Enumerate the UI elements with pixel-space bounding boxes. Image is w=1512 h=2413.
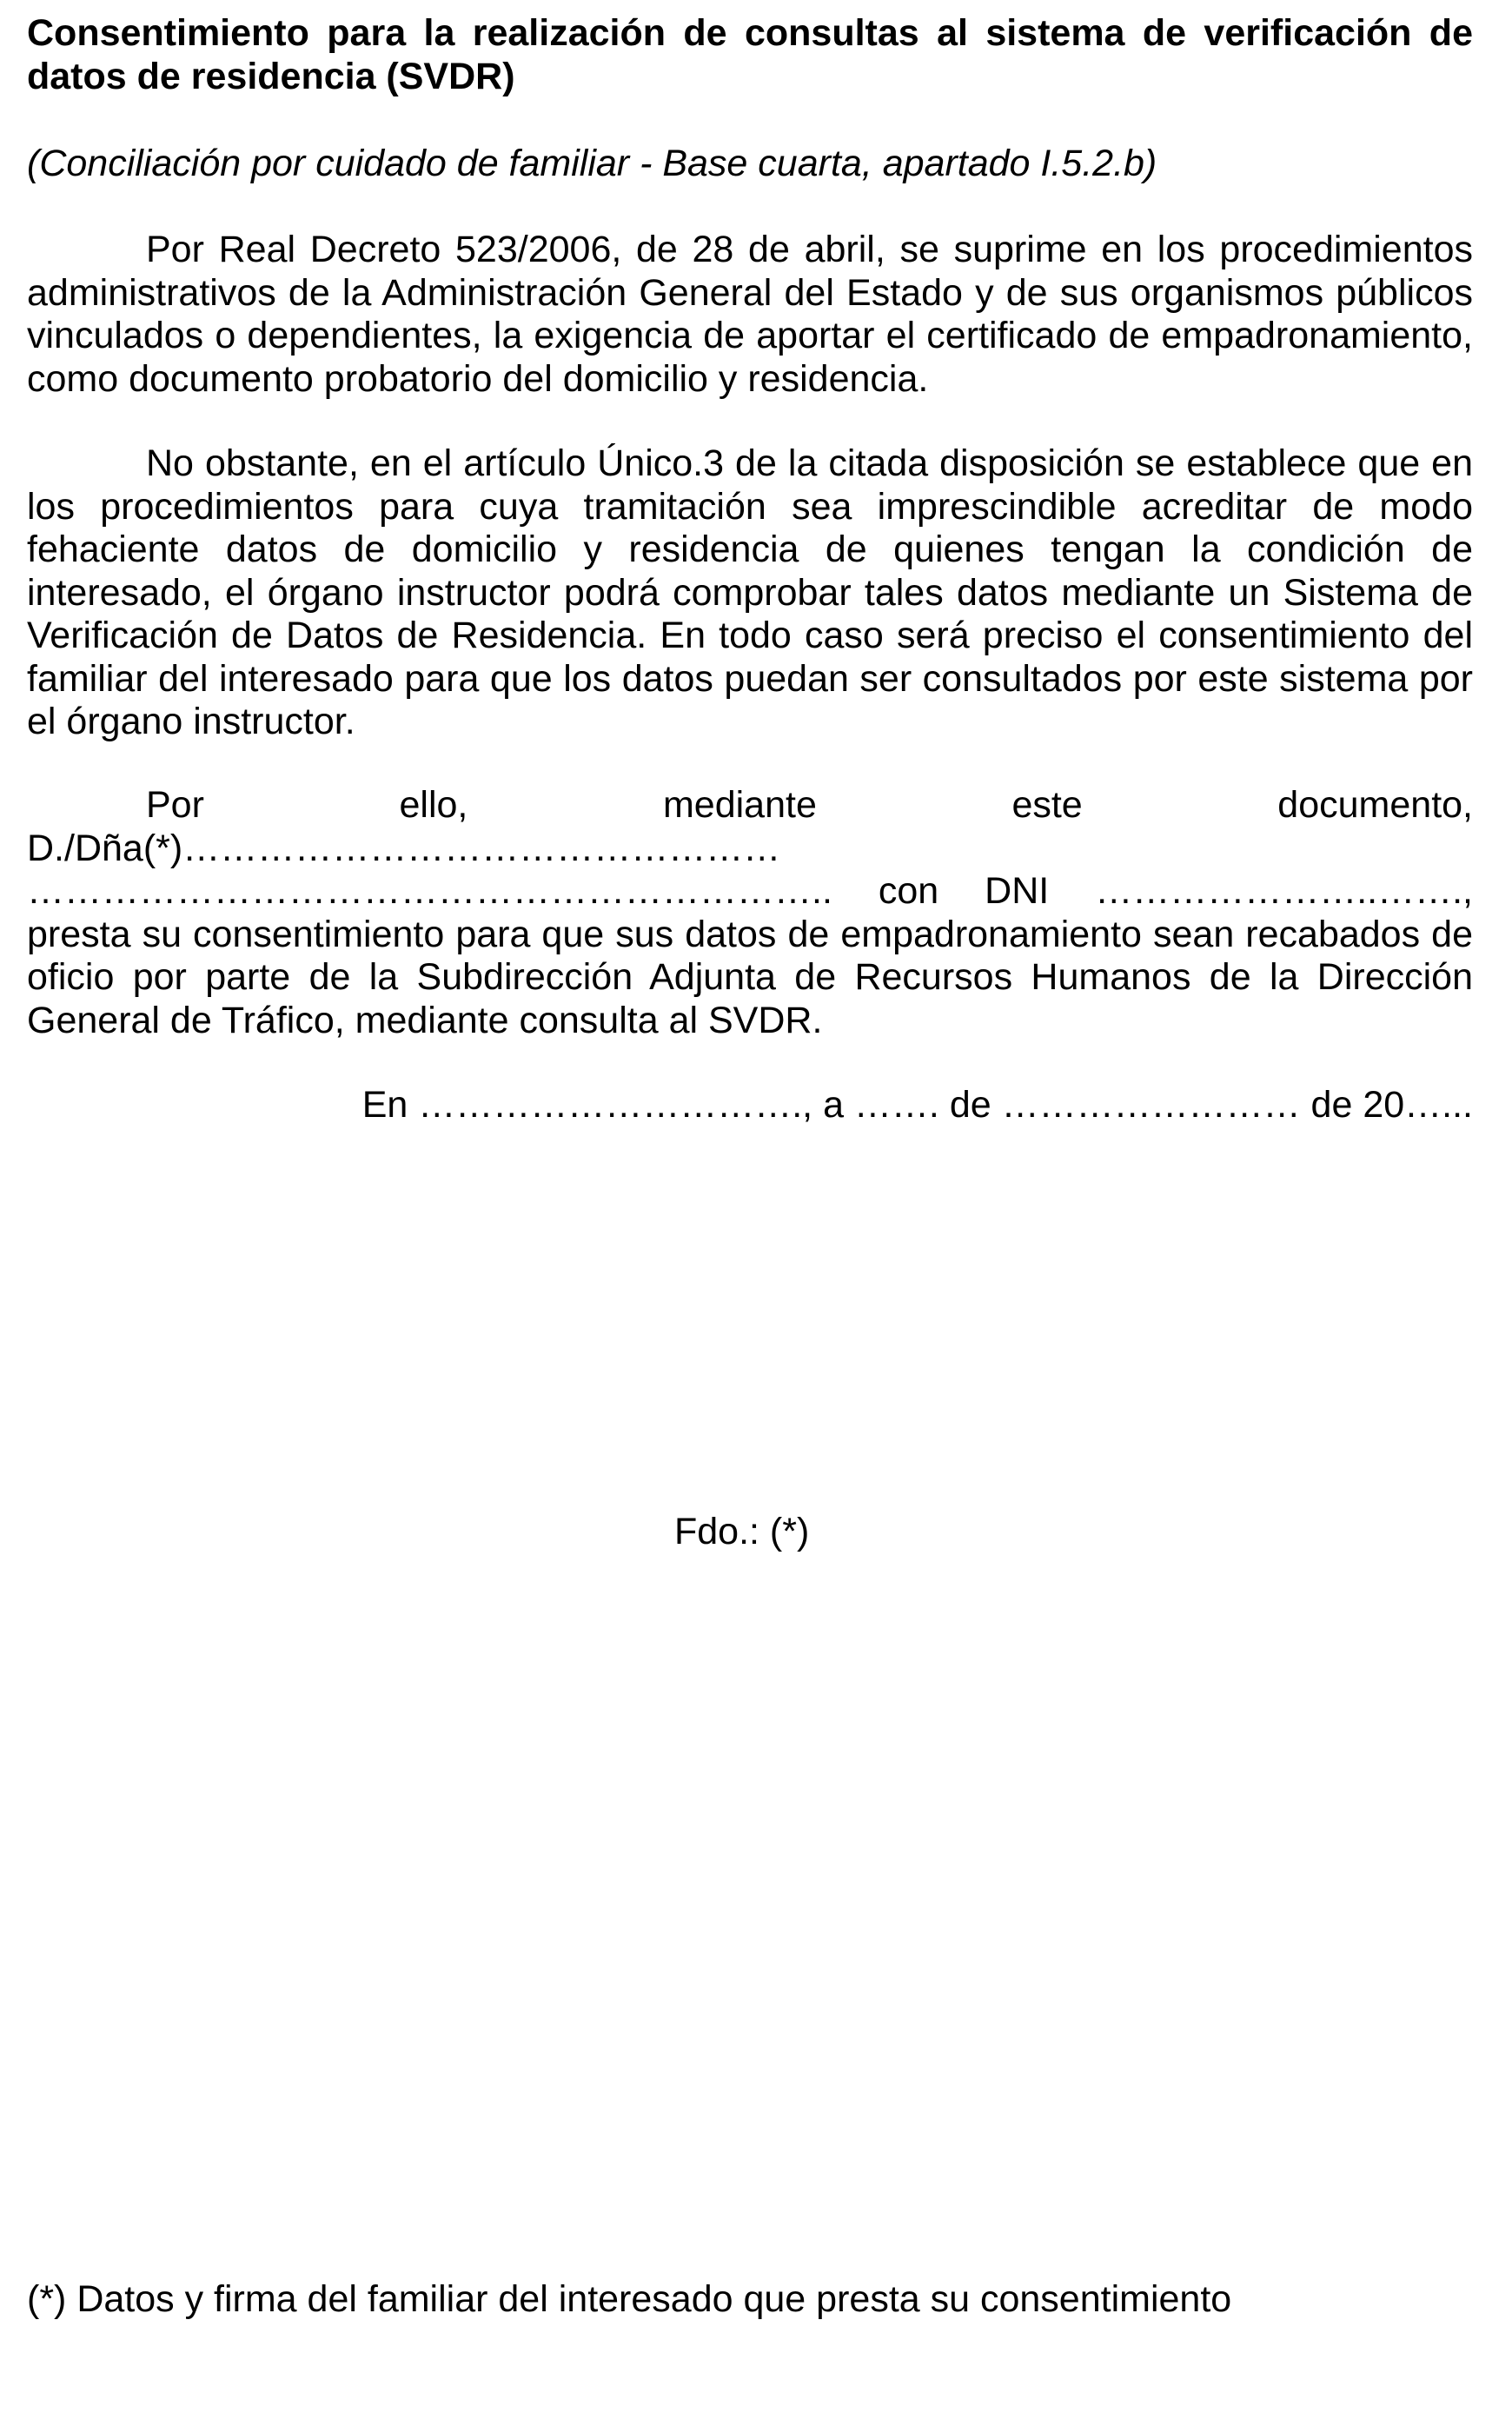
place-date-line: En …………………………., a ……. de …………………… de 20…... — [361, 1084, 1473, 1126]
footnote: (*) Datos y firma del familiar del interesado que presta su consentimiento — [27, 2278, 1232, 2320]
signature-line: Fdo.: (*) — [674, 1511, 810, 1552]
document-title: Consentimiento para la realización de consultas al sistema de verificación de datos de residencia (SVDR) — [27, 12, 1473, 97]
paragraph-real-decreto: Por Real Decreto 523/2006, de 28 de abril, se suprime en los procedimientos administrativos de la Administración General del Estado y de sus organismos públicos vinculados o dependientes, la exigencia de aportar el certificado de empadronamiento, como documento probatorio del domicilio y residencia. — [27, 229, 1473, 400]
document-subtitle: (Conciliación por cuidado de familiar - Base cuarta, apartado I.5.2.b) — [27, 143, 1157, 184]
paragraph-consent-form: Por ello, mediante este documento, D./Dña(*)………………………………………… ……………………………………………………….. con DNI …………………..……., presta su consentimiento para que sus datos de empadronamiento sean recabados de oficio por parte de la Subdirección Adjunta de Recursos Humanos de la Dirección General de Tráfico, mediante consulta al SVDR. — [27, 784, 1473, 1041]
paragraph-no-obstante: No obstante, en el artículo Único.3 de la citada disposición se establece que en los procedimientos para cuya tramitación sea imprescindible acreditar de modo fehaciente datos de domicilio y residencia de quienes tengan la condición de interesado, el órgano instructor podrá comprobar tales datos mediante un Sistema de Verificación de Datos de Residencia. En todo caso será preciso el consentimiento del familiar del interesado para que los datos puedan ser consultados por este sistema por el órgano instructor. — [27, 442, 1473, 742]
